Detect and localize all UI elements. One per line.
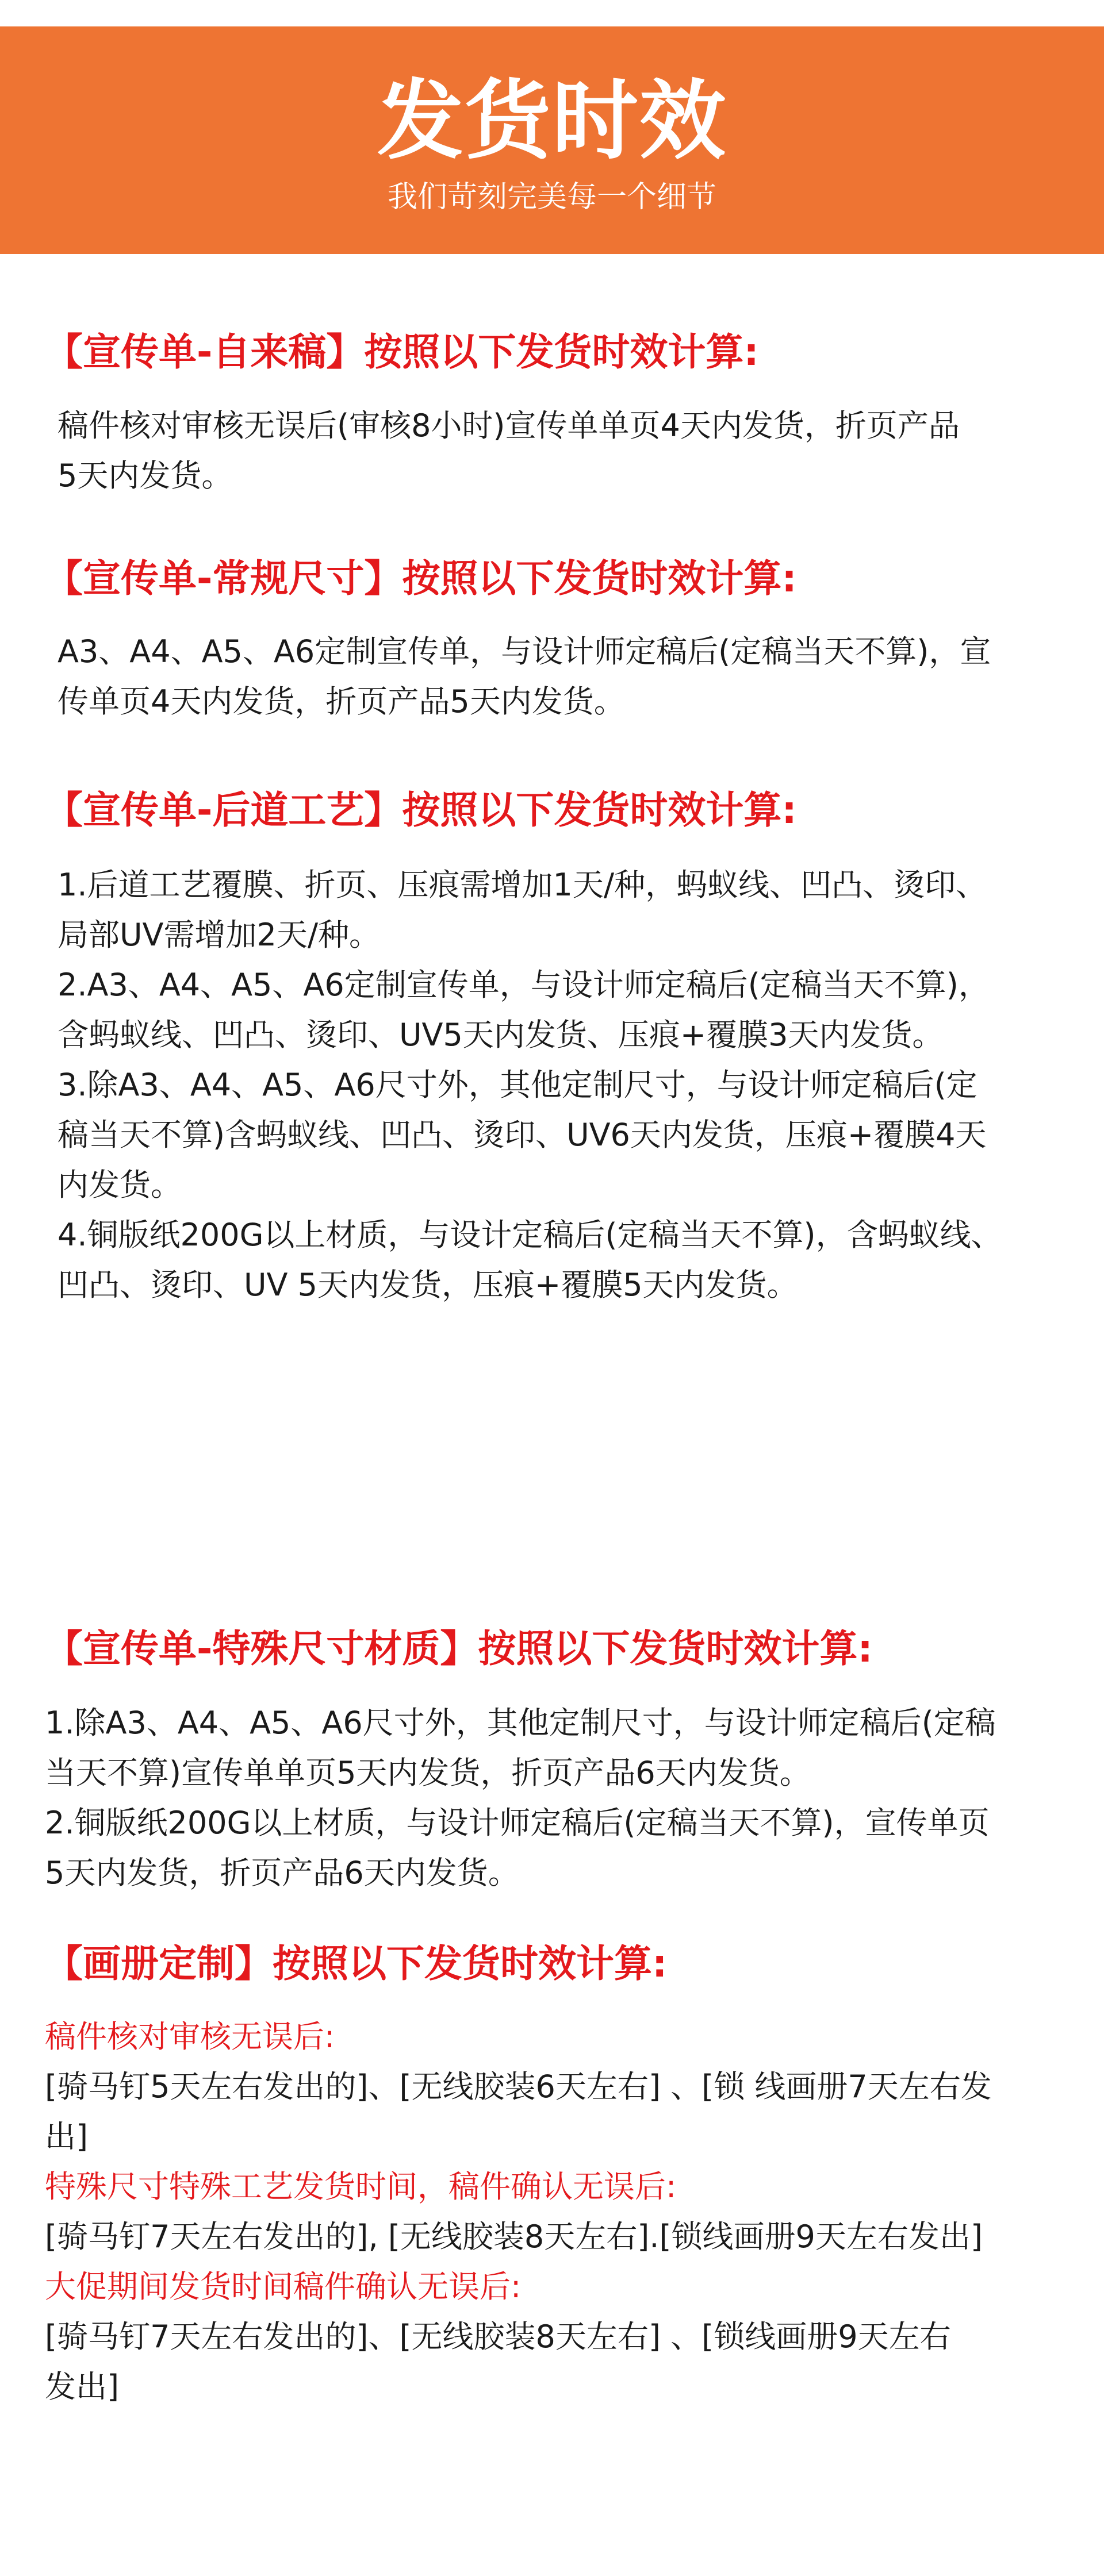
body-line: 稿件核对审核无误后(审核8小时)宣传单单页4天内发货，折页产品 (57, 407, 960, 444)
body-line: [骑马钉7天左右发出的], [无线胶装8天左右].[锁线画册9天左右发出] (45, 2219, 983, 2255)
body-line: 2.A3、A4、A5、A6定制宣传单，与设计师定稿后(定稿当天不算)， (57, 967, 990, 1003)
page-subtitle: 我们苛刻完美每一个细节 (387, 180, 716, 214)
body-line: 2.铜版纸200G以上材质，与设计师定稿后(定稿当天不算)，宣传单页 (45, 1805, 990, 1841)
section-body-standard-size (57, 626, 991, 726)
top-margin (0, 0, 1104, 26)
body-line: 3.除A3、A4、A5、A6尺寸外，其他定制尺寸，与设计师定稿后(定 (57, 1067, 977, 1103)
section-heading-self-supplied: 【宣传单-自来稿】按照以下发货时效计算: (45, 330, 759, 374)
body-line: 传单页4天内发货，折页产品5天内发货。 (57, 683, 625, 720)
section-body-post-process (57, 860, 1002, 1310)
body-line: 局部UV需增加2天/种。 (57, 917, 381, 953)
page-title: 发货时效 (377, 71, 727, 171)
body-line: 凹凸、烫印、UV 5天内发货，压痕+覆膜5天内发货。 (57, 1267, 798, 1303)
body-line: 1.除A3、A4、A5、A6尺寸外，其他定制尺寸，与设计师定稿后(定稿 (45, 1705, 996, 1741)
body-line: 5天内发货，折页产品6天内发货。 (45, 1855, 519, 1891)
body-line: 内发货。 (57, 1167, 182, 1203)
section-body-brochure (45, 2012, 992, 2412)
body-line: [骑马钉5天左右发出的]、[无线胶装6天左右] 、[锁 线画册7天左右发 (45, 2069, 992, 2105)
section-heading-standard-size: 【宣传单-常规尺寸】按照以下发货时效计算: (45, 556, 797, 601)
body-line-highlight: 大促期间发货时间稿件确认无误后: (45, 2269, 522, 2305)
body-line: 发出] (45, 2369, 120, 2405)
section-body-self-supplied (57, 401, 960, 501)
body-line: 含蚂蚁线、凹凸、烫印、UV5天内发货、压痕+覆膜3天内发货。 (57, 1017, 944, 1053)
section-body-special-material (45, 1698, 996, 1898)
body-line: [骑马钉7天左右发出的]、[无线胶装8天左右] 、[锁线画册9天左右 (45, 2319, 951, 2355)
body-line: A3、A4、A5、A6定制宣传单，与设计师定稿后(定稿当天不算)，宣 (57, 633, 991, 670)
section-heading-brochure: 【画册定制】按照以下发货时效计算: (45, 1941, 668, 1986)
body-line-highlight: 特殊尺寸特殊工艺发货时间，稿件确认无误后: (45, 2169, 677, 2205)
body-line-highlight: 稿件核对审核无误后: (45, 2018, 335, 2055)
section-heading-post-process: 【宣传单-后道工艺】按照以下发货时效计算: (45, 788, 797, 832)
body-line: 当天不算)宣传单单页5天内发货，折页产品6天内发货。 (45, 1755, 811, 1791)
body-line: 4.铜版纸200G以上材质，与设计定稿后(定稿当天不算)，含蚂蚁线、 (57, 1217, 1002, 1253)
body-line: 出] (45, 2119, 89, 2155)
body-line: 稿当天不算)含蚂蚁线、凹凸、烫印、UV6天内发货，压痕+覆膜4天 (57, 1117, 987, 1153)
section-heading-special-material: 【宣传单-特殊尺寸材质】按照以下发货时效计算: (45, 1627, 873, 1671)
body-line: 5天内发货。 (57, 457, 233, 494)
body-line: 1.后道工艺覆膜、折页、压痕需增加1天/种，蚂蚁线、凹凸、烫印、 (57, 867, 987, 903)
header-banner (0, 26, 1104, 254)
